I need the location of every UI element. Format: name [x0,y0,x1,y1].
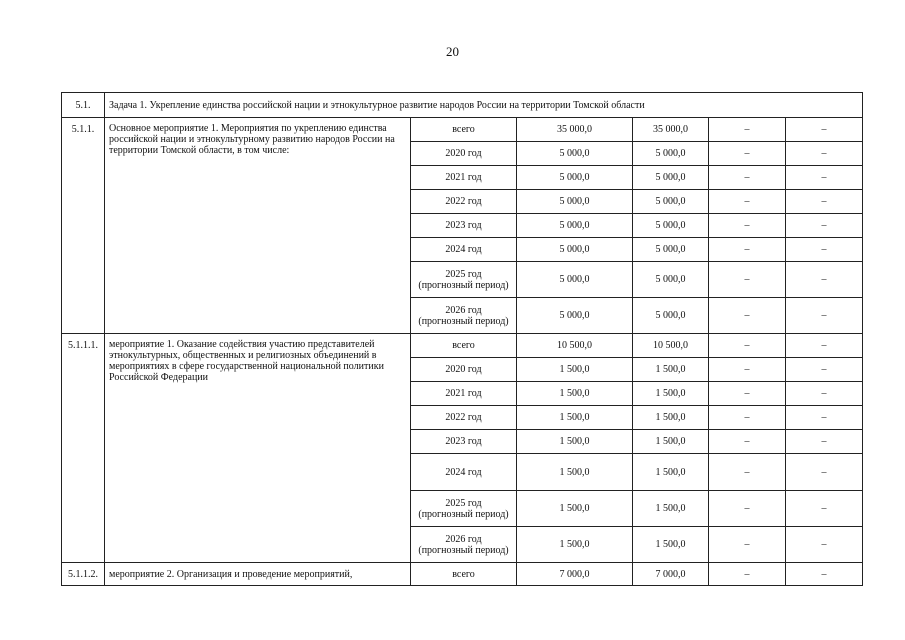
dash-cell: – [709,214,786,238]
period-cell: 2026 год (прогнозный период) [411,298,517,334]
dash-cell: – [786,382,863,406]
task-text: Задача 1. Укрепление единства российской нации и этнокультурное развитие народов России на территории Томской области [105,93,863,118]
dash-cell: – [786,563,863,586]
total-cell: 5 000,0 [517,166,633,190]
dash-cell: – [709,166,786,190]
regional-cell: 5 000,0 [633,262,709,298]
dash-cell: – [786,190,863,214]
regional-cell: 1 500,0 [633,527,709,563]
regional-cell: 5 000,0 [633,214,709,238]
table-row [62,563,863,586]
total-cell: 5 000,0 [517,214,633,238]
dash-cell: – [709,190,786,214]
dash-cell: – [709,454,786,491]
dash-cell: – [786,214,863,238]
dash-cell: – [709,298,786,334]
dash-cell: – [786,118,863,142]
period-cell: 2024 год [411,238,517,262]
regional-cell: 5 000,0 [633,142,709,166]
period-cell: всего [411,563,517,586]
regional-cell: 1 500,0 [633,406,709,430]
period-cell: всего [411,118,517,142]
dash-cell: – [709,358,786,382]
dash-cell: – [709,430,786,454]
dash-cell: – [709,491,786,527]
dash-cell: – [786,298,863,334]
task-code: 5.1. [62,93,105,118]
dash-cell: – [709,262,786,298]
total-cell: 1 500,0 [517,406,633,430]
regional-cell: 5 000,0 [633,298,709,334]
period-cell: 2025 год (прогнозный период) [411,491,517,527]
dash-cell: – [786,358,863,382]
table-row [62,118,863,142]
dash-cell: – [709,142,786,166]
dash-cell: – [786,238,863,262]
regional-cell: 1 500,0 [633,430,709,454]
dash-cell: – [709,118,786,142]
total-cell: 1 500,0 [517,358,633,382]
period-cell: 2021 год [411,382,517,406]
period-cell: 2022 год [411,406,517,430]
period-cell: 2020 год [411,358,517,382]
total-cell: 1 500,0 [517,382,633,406]
table-row [62,334,863,358]
total-cell: 5 000,0 [517,142,633,166]
total-cell: 7 000,0 [517,563,633,586]
regional-cell: 1 500,0 [633,491,709,527]
regional-cell: 1 500,0 [633,382,709,406]
section-title: Основное мероприятие 1. Мероприятия по укреплению единства российской нации и этнокультурному развитию народов России на территории Томской области, в том числе: [105,118,411,334]
section-code: 5.1.1. [62,118,105,334]
regional-cell: 1 500,0 [633,454,709,491]
section-code: 5.1.1.2. [62,563,105,586]
regional-cell: 5 000,0 [633,238,709,262]
total-cell: 1 500,0 [517,430,633,454]
regional-cell: 1 500,0 [633,358,709,382]
section-code: 5.1.1.1. [62,334,105,563]
dash-cell: – [786,142,863,166]
total-cell: 1 500,0 [517,454,633,491]
total-cell: 1 500,0 [517,491,633,527]
dash-cell: – [786,166,863,190]
period-cell: 2023 год [411,214,517,238]
period-cell: 2025 год (прогнозный период) [411,262,517,298]
dash-cell: – [786,527,863,563]
section-title: мероприятие 1. Оказание содействия участию представителей этнокультурных, общественных и религиозных объединений в мероприятиях в сфере государственной национальной политики Российской Федерации [105,334,411,563]
total-cell: 5 000,0 [517,190,633,214]
budget-table [61,92,863,586]
total-cell: 5 000,0 [517,298,633,334]
regional-cell: 10 500,0 [633,334,709,358]
total-cell: 1 500,0 [517,527,633,563]
total-cell: 5 000,0 [517,262,633,298]
regional-cell: 5 000,0 [633,190,709,214]
period-cell: 2020 год [411,142,517,166]
dash-cell: – [786,430,863,454]
regional-cell: 7 000,0 [633,563,709,586]
total-cell: 5 000,0 [517,238,633,262]
dash-cell: – [786,406,863,430]
section-title: мероприятие 2. Организация и проведение мероприятий, [105,563,411,586]
dash-cell: – [786,262,863,298]
period-cell: 2023 год [411,430,517,454]
page-number: 20 [446,44,459,59]
dash-cell: – [709,527,786,563]
dash-cell: – [709,406,786,430]
dash-cell: – [786,334,863,358]
period-cell: 2022 год [411,190,517,214]
dash-cell: – [709,382,786,406]
dash-cell: – [786,454,863,491]
regional-cell: 35 000,0 [633,118,709,142]
dash-cell: – [709,334,786,358]
period-cell: 2026 год (прогнозный период) [411,527,517,563]
task-row [62,93,863,118]
period-cell: 2024 год [411,454,517,491]
total-cell: 10 500,0 [517,334,633,358]
dash-cell: – [709,563,786,586]
regional-cell: 5 000,0 [633,166,709,190]
dash-cell: – [709,238,786,262]
period-cell: всего [411,334,517,358]
total-cell: 35 000,0 [517,118,633,142]
dash-cell: – [786,491,863,527]
period-cell: 2021 год [411,166,517,190]
